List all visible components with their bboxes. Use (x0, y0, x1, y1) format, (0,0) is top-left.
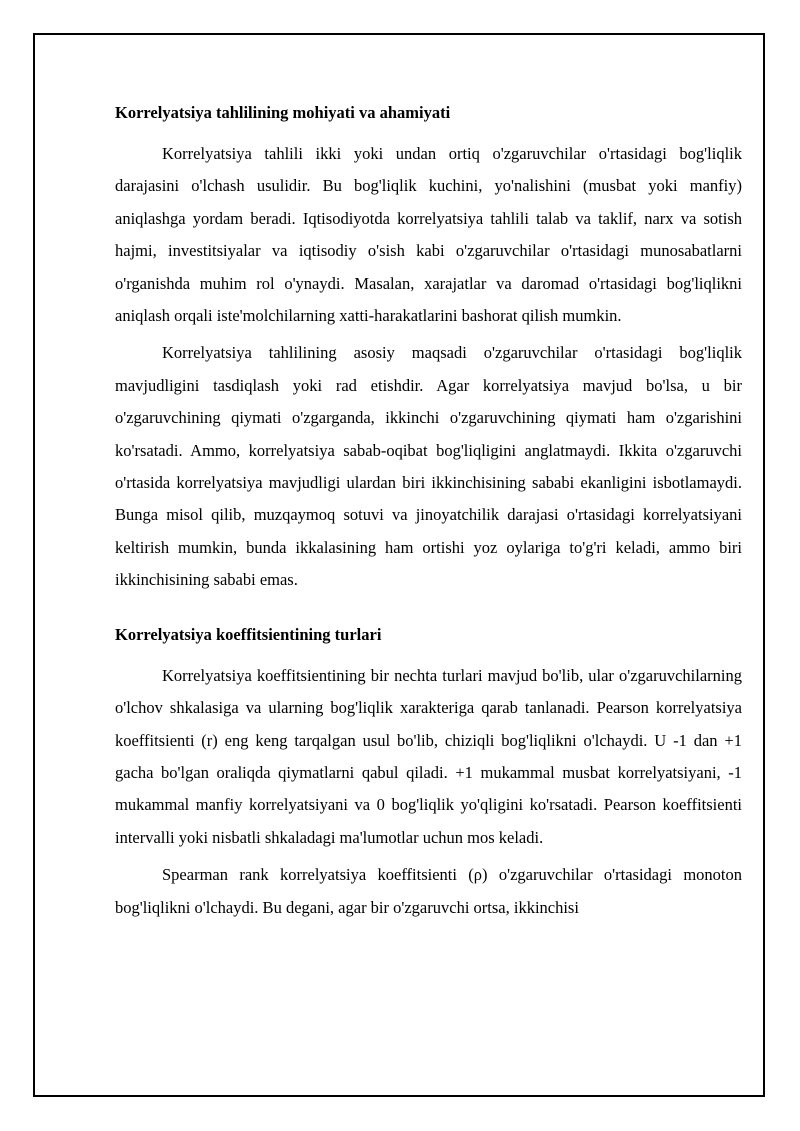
paragraph-4: Spearman rank korrelyatsiya koeffitsienti (ρ) o'zgaruvchilar o'rtasidagi monoton bog'liqlikni o'lchaydi. Bu degani, agar bir o'zgaruvchi ortsa, ikkinchisi (115, 865, 742, 917)
paragraph-3: Korrelyatsiya koeffitsientining bir nechta turlari mavjud bo'lib, ular o'zgaruvchilarning o'lchov shkalasiga va ularning bog'liqlik xarakteriga qarab tanlanadi. Pearson korrelyatsiya koeffitsienti (r) eng keng tarqalgan usul bo'lib, chiziqli bog'liqlikni o'lchaydi. U -1 dan +1 gacha bo'lgan oraliqda qiymatlarni qabul qiladi. +1 mukammal musbat korrelyatsiyani, -1 mukammal manfiy korrelyatsiyani va 0 bog'liqlik yo'qligini ko'rsatadi. Pearson koeffitsienti intervalli yoki nisbatli shkaladagi ma'lumotlar uchun mos keladi. (115, 665, 742, 847)
section-heading-2: Korrelyatsiya koeffitsientining turlari (115, 624, 382, 644)
section-heading-1: Korrelyatsiya tahlilining mohiyati va ahamiyati (115, 103, 451, 122)
paragraph-2: Korrelyatsiya tahlilining asosiy maqsadi o'zgaruvchilar o'rtasidagi bog'liqlik mavjudligini tasdiqlash yoki rad etishdir. Agar korrelyatsiya mavjud bo'lsa, u bir o'zgaruvchining qiymati o'zgarganda, ikkinchi o'zgaruvchining qiymati ham o'zgarishini ko'rsatadi. Ammo, korrelyatsiya sabab-oqibat bog'liqligini anglatmaydi. Ikkita o'zgaruvchi o'rtasida korrelyatsiya mavjudligi ulardan biri ikkinchisining sababi ekanligini isbotlamaydi. Bunga misol qilib, muzqaymoq sotuvi va jinoyatchilik darajasi o'rtasidagi korrelyatsiyani keltirish mumkin, bunda ikkalasining ham ortishi yoz oylariga to'g'ri keladi, ammo biri ikkinchisining sababi emas. (115, 343, 742, 590)
document-body (115, 97, 742, 924)
paragraph-1: Korrelyatsiya tahlili ikki yoki undan ortiq o'zgaruvchilar o'rtasidagi bog'liqlik darajasini o'lchash usulidir. Bu bog'liqlik kuchini, yo'nalishini (musbat yoki manfiy) aniqlashga yordam beradi. Iqtisodiyotda korrelyatsiya tahlili talab va taklif, narx va sotish hajmi, investitsiyalar va iqtisodiy o'sish kabi o'zgaruvchilar o'rtasidagi munosabatlarni o'rganishda muhim rol o'ynaydi. Masalan, xarajatlar va daromad o'rtasidagi bog'liqlikni aniqlash orqali iste'molchilarning xatti-harakatlarini bashorat qilish mumkin. (115, 144, 742, 326)
